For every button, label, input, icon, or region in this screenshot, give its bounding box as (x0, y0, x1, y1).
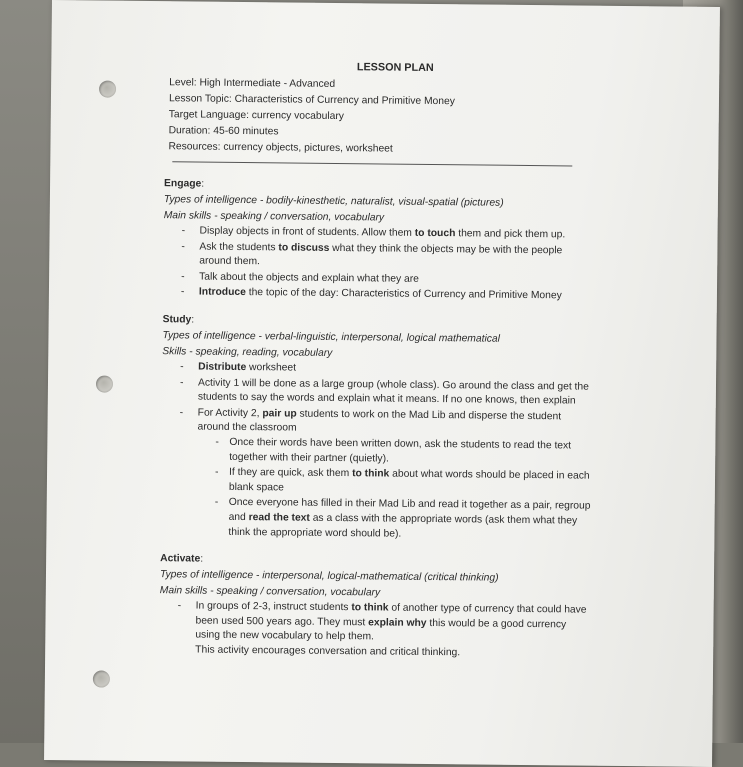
meta-level: Level: High Intermediate - Advanced (169, 77, 336, 90)
meta-block (164, 75, 595, 159)
punch-hole-bottom (93, 670, 110, 687)
punch-hole-top (99, 80, 116, 97)
engage-types: Types of intelligence - bodily-kinesthetic, naturalist, visual-spatial (pictures) (163, 194, 504, 209)
study-list (160, 360, 592, 544)
engage-heading: Engage: (164, 178, 205, 190)
list-item: - Distribute worksheet (178, 360, 592, 379)
list-item: - For Activity 2, pair up students to work on the Mad Lib and disperse the student around the classroom - Once their words have been written down, ask the students to read the text together with their partner (quietly). - If they are quick, ask them to think about what words should be placed in each blank space - Once everyone has filled in their Mad Lib and read it together as a pair, regroup and read the text as a class with the appropriate words (ask them what they think the appropriate word should be). (176, 406, 591, 544)
meta-duration: Duration: 45-60 minutes (168, 125, 279, 138)
section-engage (163, 176, 594, 304)
sublist-item: - Once everyone has filled in their Mad Lib and read it together as a pair, regroup and read the text as a class with the appropriate words (ask them what they think the appropriate word should be). (212, 496, 590, 544)
activate-list (159, 599, 590, 662)
meta-topic: Lesson Topic: Characteristics of Currency and Primitive Money (168, 93, 455, 108)
paper-sheet (44, 0, 720, 767)
divider-line (172, 161, 572, 166)
section-activate (159, 551, 590, 662)
activate-skills: Main skills - speaking / conversation, vocabulary (159, 585, 381, 599)
study-sublist (196, 435, 591, 543)
punch-hole-middle (96, 375, 113, 392)
list-item: - Activity 1 will be done as a large group (whole class). Go around the class and get the students to say the words and explain what it means. If no one knows, then explain (178, 376, 592, 410)
engage-skills: Main skills - speaking / conversation, vocabulary (163, 210, 385, 224)
meta-resources: Resources: currency objects, pictures, worksheet (168, 141, 393, 155)
section-study (160, 312, 592, 544)
activate-heading: Activate: (160, 553, 204, 565)
study-skills: Skills - speaking, reading, vocabulary (162, 346, 333, 359)
sublist-item: - If they are quick, ask them to think about what words should be placed in each blank space (213, 466, 591, 499)
engage-list (163, 224, 594, 304)
list-item: - Introduce the topic of the day: Characteristics of Currency and Primitive Money (179, 286, 593, 305)
lesson-plan-content (159, 57, 595, 674)
list-item: - Talk about the objects and explain what they are (179, 270, 593, 289)
meta-target-language: Target Language: currency vocabulary (168, 109, 345, 123)
list-item: - Ask the students to discuss what they think the objects may be with the people around them. (179, 240, 593, 274)
list-item: - In groups of 2-3, instruct students to think of another type of currency that could have been used 500 years ago. They must explain why this would be a good currency using the new vocabulary to help them. This activity encourages conversation and critical thinking. (175, 599, 590, 662)
list-item: - Display objects in front of students. Allow them to touch them and pick them up. (180, 224, 594, 243)
sublist-item: - Once their words have been written down, ask the students to read the text together with their partner (quietly). (213, 436, 591, 469)
activate-types: Types of intelligence - interpersonal, logical-mathematical (critical thinking) (159, 569, 499, 584)
activate-closing: This activity encourages conversation and critical thinking. (195, 644, 461, 659)
study-heading: Study: (162, 314, 195, 326)
document-title: LESSON PLAN (356, 61, 434, 75)
study-types: Types of intelligence - verbal-linguistic, interpersonal, logical mathematical (162, 330, 501, 345)
